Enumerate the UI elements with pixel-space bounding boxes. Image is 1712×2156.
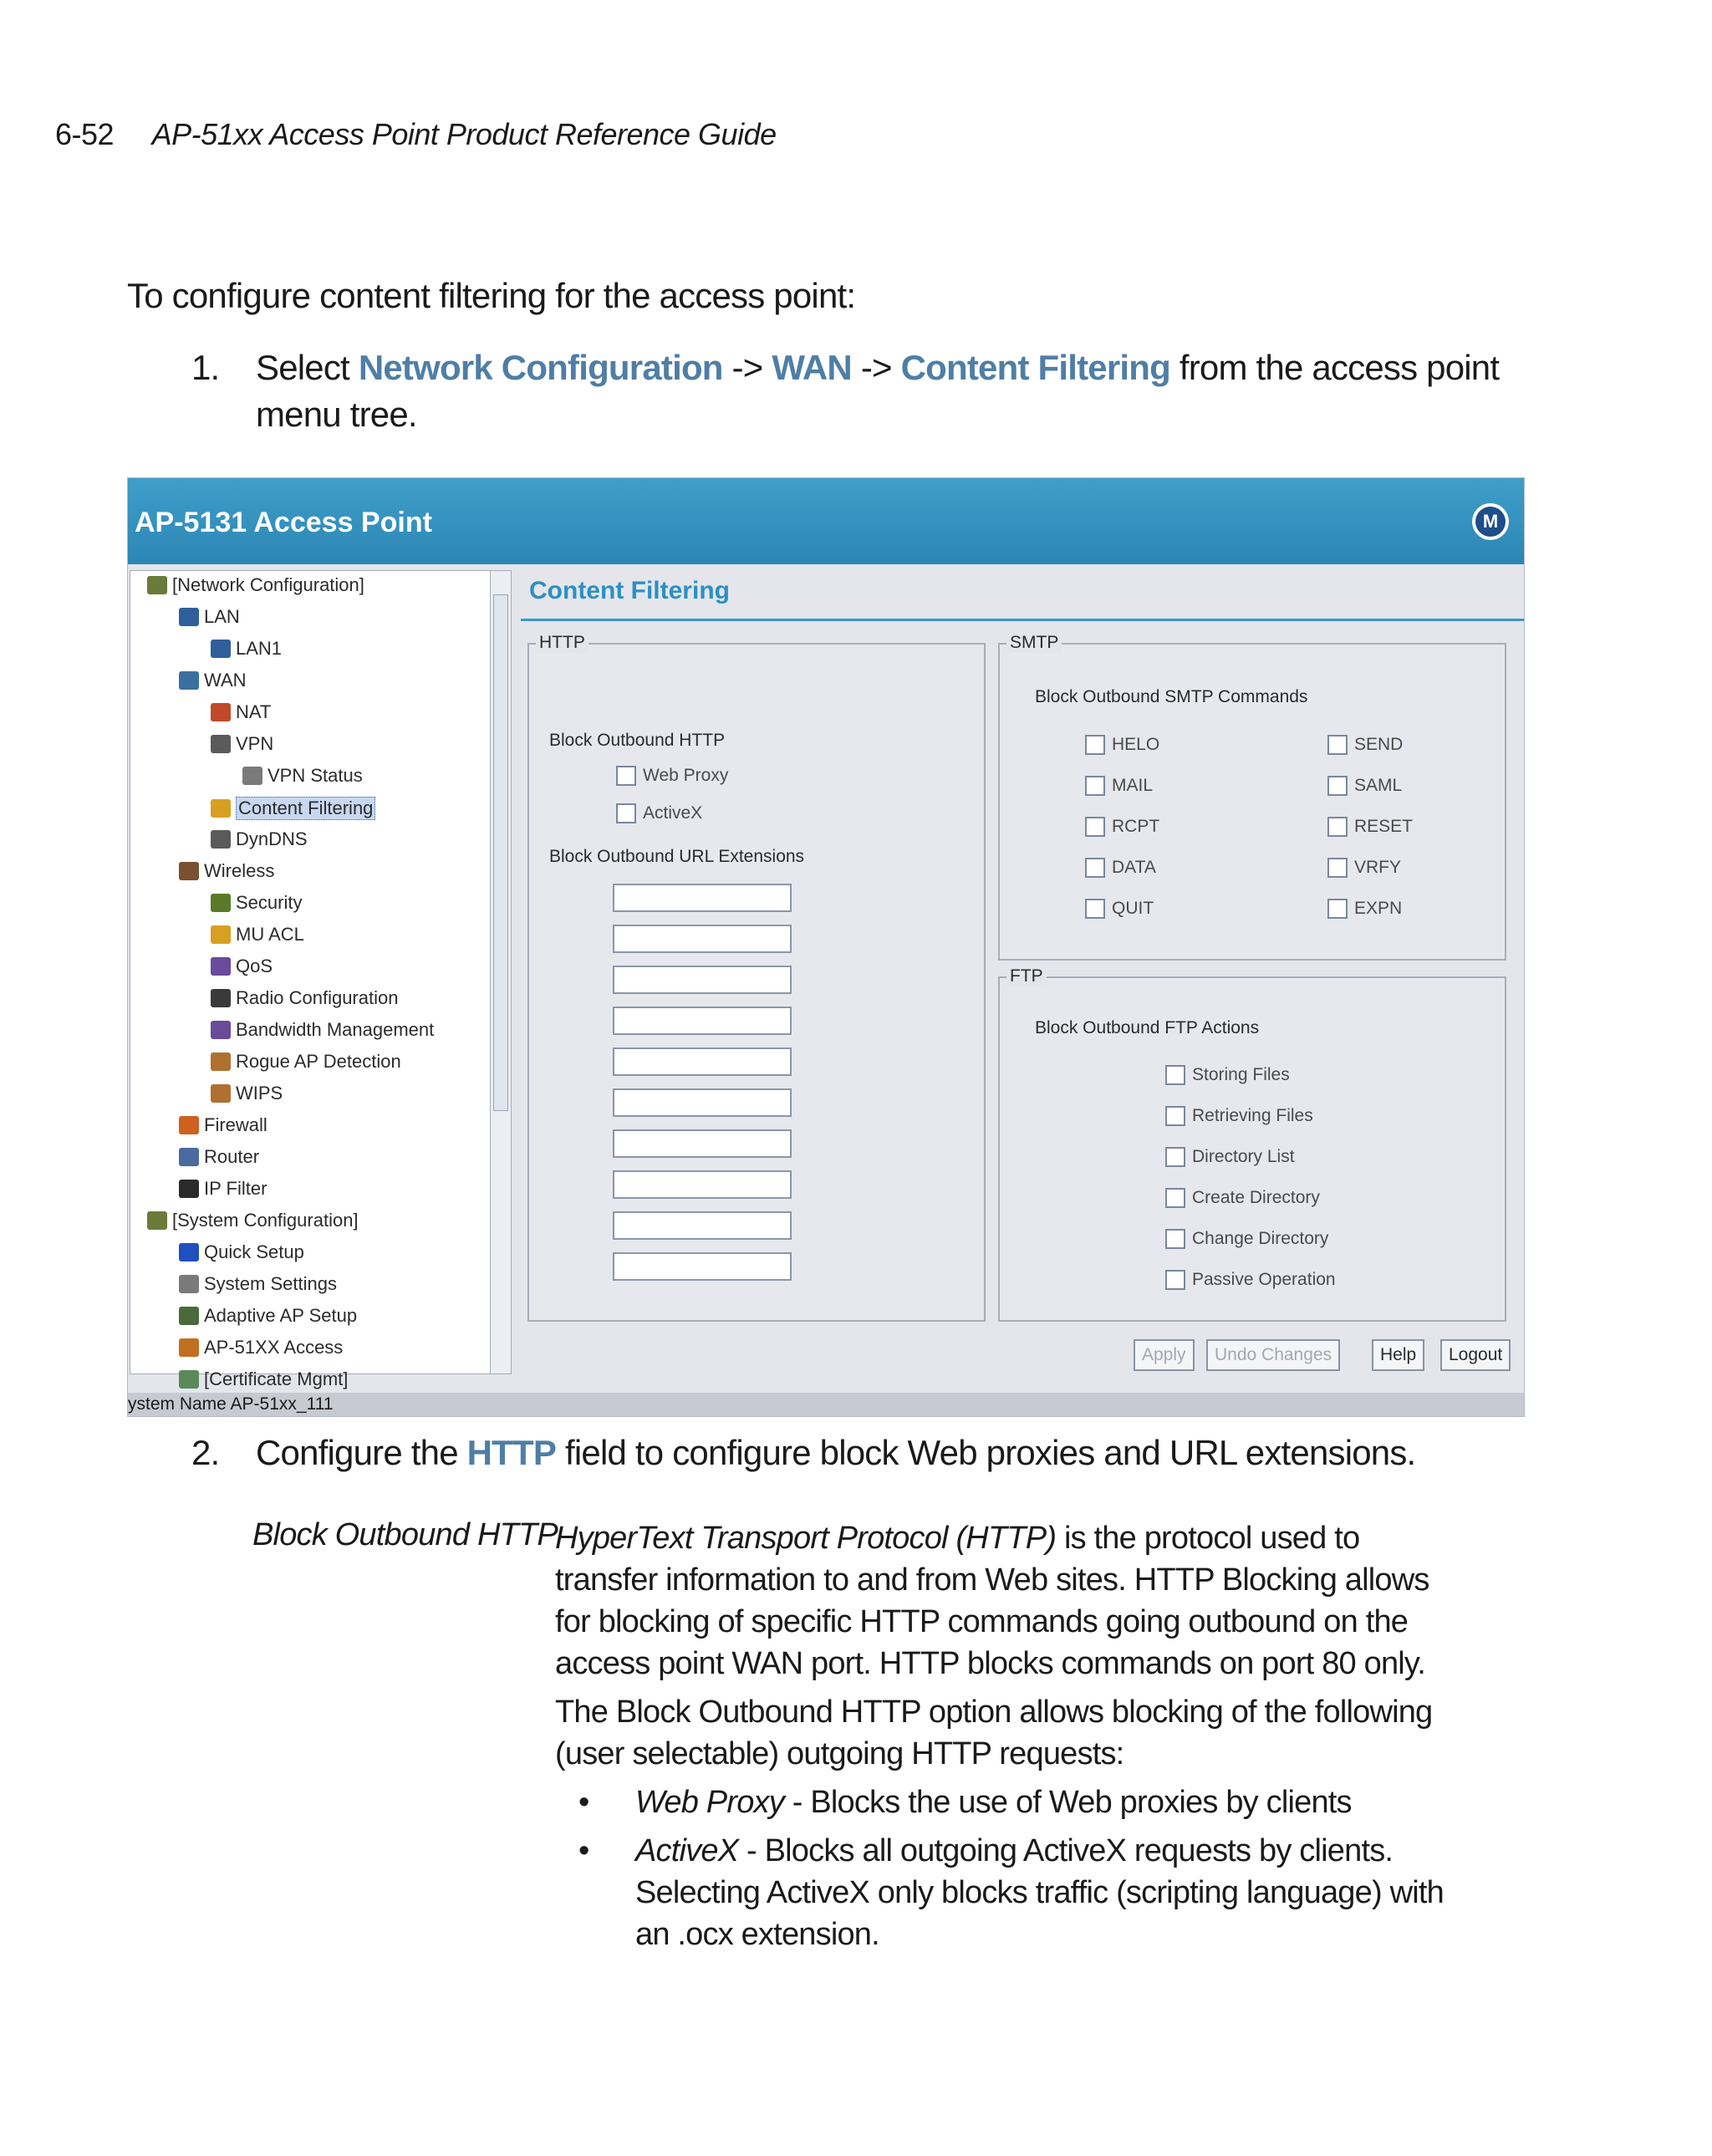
step-1 (191, 344, 1613, 445)
tree-item[interactable] (211, 797, 375, 820)
menu-tree (130, 570, 493, 1389)
tree-item-label: VPN Status (268, 765, 363, 786)
smtp-saml-option[interactable]: SAML (1327, 776, 1402, 796)
tree-item[interactable] (179, 1241, 304, 1263)
tree-item-label: AP-51XX Access (204, 1337, 344, 1358)
checkbox[interactable] (1165, 1270, 1185, 1290)
tree-node-icon (211, 1053, 231, 1071)
checkbox[interactable] (1165, 1188, 1185, 1208)
tree-item-label: Router (204, 1146, 260, 1167)
ftp-storing-files-option[interactable]: Storing Files (1165, 1065, 1290, 1085)
tree-item[interactable] (179, 1178, 267, 1200)
url-extension-input[interactable] (613, 884, 792, 912)
activex-checkbox[interactable] (616, 803, 636, 823)
tree-node-icon (211, 1021, 231, 1039)
tree-item-label: LAN (204, 606, 240, 627)
tree-item-label: Wireless (204, 860, 275, 881)
tree-item[interactable] (211, 956, 273, 977)
tree-item-label: System Settings (204, 1273, 337, 1294)
smtp-helo-option[interactable]: HELO (1085, 735, 1159, 755)
url-extension-input[interactable] (613, 1007, 792, 1035)
tree-item[interactable] (179, 1146, 259, 1168)
smtp-group (998, 633, 1506, 961)
tree-item-label: Quick Setup (204, 1241, 304, 1262)
tree-item[interactable] (211, 1083, 283, 1104)
tree-item[interactable] (179, 1337, 343, 1358)
guide-title: AP-51xx Access Point Product Reference Guide (151, 117, 777, 151)
checkbox[interactable] (1327, 817, 1348, 837)
tree-item-label: Firewall (204, 1114, 268, 1135)
url-extensions-label: Block Outbound URL Extensions (549, 847, 805, 866)
block-http-label: Block Outbound HTTP (549, 731, 726, 750)
smtp-send-option[interactable]: SEND (1327, 735, 1403, 755)
ftp-create-directory-option[interactable]: Create Directory (1165, 1188, 1320, 1208)
url-extension-list (613, 884, 792, 1302)
nav-content-filtering: Content Filtering (900, 348, 1170, 387)
checkbox[interactable] (1085, 858, 1105, 878)
logout-button[interactable]: Logout (1440, 1339, 1511, 1371)
tree-item-label: [System Configuration] (172, 1210, 359, 1231)
step-2 (191, 1430, 1613, 1480)
tree-node-icon (179, 1243, 199, 1261)
checkbox[interactable] (1085, 899, 1105, 919)
tree-node-icon (179, 1116, 199, 1134)
activex-option[interactable]: ActiveX (616, 803, 702, 823)
tree-node-icon (211, 799, 231, 818)
page-header (55, 117, 777, 152)
http-group (527, 633, 986, 1322)
tree-item[interactable] (211, 638, 282, 660)
definition-paragraph: The Block Outbound HTTP option allows blocking of the following (user selectable) outgoing HTTP requests: (555, 1695, 1433, 1771)
tree-node-icon (211, 640, 231, 658)
tree-item[interactable] (179, 670, 247, 691)
tree-node-icon (179, 1370, 199, 1389)
tree-item[interactable] (179, 1114, 268, 1136)
list-item: • ActiveX - Blocks all outgoing ActiveX requests by clients. Selecting ActiveX only blocks traffic (scripting language) with an .ocx extension. (578, 1833, 1444, 1952)
tree-item-label: Radio Configuration (236, 987, 399, 1008)
smtp-quit-option[interactable]: QUIT (1085, 899, 1154, 919)
tree-item[interactable] (179, 860, 274, 882)
tree-item[interactable] (179, 1305, 357, 1327)
apply-button[interactable]: Apply (1134, 1339, 1195, 1371)
intro-text: To configure content filtering for the access point: (127, 276, 856, 315)
ap-screenshot (127, 477, 1525, 1417)
status-bar (128, 1393, 1524, 1416)
definition-paragraph: HyperText Transport Protocol (HTTP) is the protocol used to transfer information to and from Web sites. HTTP Blocking allows for blocking of specific HTTP commands going outbound on the access point WAN port. HTTP blocks commands on port 80 only. (555, 1521, 1429, 1681)
tree-item-label: Adaptive AP Setup (204, 1305, 358, 1326)
page-number: 6-52 (55, 117, 115, 151)
tree-item-label: Rogue AP Detection (236, 1051, 401, 1072)
tree-item[interactable] (211, 828, 308, 850)
step-body: Select Network Configuration -> WAN -> Content Filtering from the access point menu tree. (256, 348, 1500, 434)
tree-node-icon (211, 703, 231, 721)
definition-term: Block Outbound HTTP (252, 1517, 558, 1552)
tree-item[interactable] (179, 1369, 348, 1390)
panel-title: Content Filtering (529, 577, 730, 604)
url-extension-input[interactable] (613, 1211, 792, 1240)
app-titlebar (128, 478, 1524, 564)
tree-node-icon (179, 1275, 199, 1293)
step-body: Configure the HTTP field to configure block Web proxies and URL extensions. (256, 1433, 1416, 1472)
content-panel (521, 570, 1524, 1373)
tree-item[interactable] (211, 733, 273, 755)
tree-item[interactable] (211, 1051, 401, 1073)
ftp-label: FTP (1006, 966, 1047, 986)
tree-item-label: Content Filtering (236, 797, 375, 820)
undo-changes-button[interactable]: Undo Changes (1206, 1339, 1340, 1371)
url-extension-input[interactable] (613, 925, 792, 953)
tree-item[interactable] (179, 1273, 337, 1295)
http-keyword: HTTP (466, 1433, 557, 1472)
tree-item[interactable] (147, 574, 364, 596)
nav-network-configuration: Network Configuration (358, 348, 723, 387)
url-extension-input[interactable] (613, 966, 792, 994)
smtp-vrfy-option[interactable]: VRFY (1327, 858, 1401, 878)
tree-node-icon (242, 767, 262, 785)
tree-item-label: WAN (204, 670, 247, 691)
step-number: 2. (191, 1433, 220, 1472)
checkbox[interactable] (1327, 899, 1348, 919)
tree-node-icon (211, 735, 231, 753)
tree-item-label: MU ACL (236, 924, 304, 945)
tree-item[interactable] (179, 606, 240, 628)
tree-item-label: WIPS (236, 1083, 283, 1103)
tree-node-icon (179, 1307, 199, 1325)
tree-node-icon (147, 576, 167, 594)
http-label: HTTP (536, 633, 588, 653)
tree-scrollbar[interactable] (490, 570, 512, 1374)
checkbox[interactable] (1085, 776, 1105, 796)
url-extension-input[interactable] (613, 1252, 792, 1281)
checkbox[interactable] (1327, 735, 1348, 755)
checkbox[interactable] (1327, 776, 1348, 796)
smtp-data-option[interactable]: DATA (1085, 858, 1156, 878)
tree-node-icon (179, 671, 199, 690)
scroll-thumb[interactable] (493, 594, 508, 1111)
web-proxy-checkbox[interactable] (616, 766, 636, 786)
block-ftp-label: Block Outbound FTP Actions (1035, 1018, 1260, 1037)
checkbox[interactable] (1165, 1147, 1185, 1167)
tree-node-icon (179, 1338, 199, 1357)
tree-item[interactable] (211, 701, 271, 723)
tree-item[interactable] (242, 765, 363, 787)
checkbox[interactable] (1165, 1106, 1185, 1126)
ftp-passive-operation-option[interactable]: Passive Operation (1165, 1270, 1336, 1290)
url-extension-input[interactable] (613, 1047, 792, 1076)
url-extension-input[interactable] (613, 1129, 792, 1158)
smtp-rcpt-option[interactable]: RCPT (1085, 817, 1159, 837)
tree-item-label: DynDNS (236, 828, 308, 849)
tree-item-label: Bandwidth Management (236, 1019, 435, 1040)
tree-item-label: VPN (236, 733, 274, 754)
motorola-logo-icon: M (1472, 503, 1509, 540)
tree-node-icon (179, 862, 199, 880)
tree-node-icon (211, 894, 231, 912)
tree-item-label: QoS (236, 956, 273, 976)
tree-item[interactable] (147, 1210, 359, 1231)
url-extension-input[interactable] (613, 1170, 792, 1199)
tree-node-icon (211, 1084, 231, 1103)
ftp-retrieving-files-option[interactable]: Retrieving Files (1165, 1106, 1313, 1126)
block-smtp-label: Block Outbound SMTP Commands (1035, 687, 1308, 706)
web-proxy-option[interactable]: Web Proxy (616, 766, 728, 786)
tree-item-label: [Certificate Mgmt] (204, 1369, 349, 1389)
checkbox[interactable] (1085, 817, 1105, 837)
tree-node-icon (179, 1148, 199, 1166)
tree-node-icon (211, 957, 231, 976)
tree-node-icon (211, 925, 231, 944)
tree-node-icon (147, 1211, 167, 1230)
tree-item-label: LAN1 (236, 638, 283, 659)
app-title: AP-5131 Access Point (135, 507, 432, 538)
tree-item[interactable] (211, 924, 304, 945)
step-number: 1. (191, 348, 220, 387)
tree-item-label: [Network Configuration] (172, 574, 364, 595)
checkbox[interactable] (1165, 1229, 1185, 1249)
ftp-group (998, 966, 1506, 1322)
tree-item[interactable] (211, 1019, 434, 1041)
tree-item-label: IP Filter (204, 1178, 268, 1199)
ftp-change-directory-option[interactable]: Change Directory (1165, 1229, 1328, 1249)
checkbox[interactable] (1327, 858, 1348, 878)
smtp-expn-option[interactable]: EXPN (1327, 899, 1402, 919)
tree-item[interactable] (211, 892, 302, 914)
url-extension-input[interactable] (613, 1088, 792, 1117)
ftp-directory-list-option[interactable]: Directory List (1165, 1147, 1295, 1167)
system-name-text: ystem Name AP-51xx_111 (128, 1394, 334, 1414)
definition-body (555, 1517, 1458, 1962)
tree-node-icon (179, 608, 199, 626)
title-rule (521, 619, 1524, 621)
tree-item[interactable] (211, 987, 398, 1009)
checkbox[interactable] (1085, 735, 1105, 755)
nav-wan: WAN (772, 348, 852, 387)
checkbox[interactable] (1165, 1065, 1185, 1085)
option-list (555, 1781, 1458, 1955)
tree-item-label: NAT (236, 701, 272, 722)
list-item: • Web Proxy - Blocks the use of Web proxies by clients (578, 1785, 1352, 1820)
smtp-mail-option[interactable]: MAIL (1085, 776, 1153, 796)
smtp-reset-option[interactable]: RESET (1327, 817, 1413, 837)
tree-node-icon (179, 1180, 199, 1198)
tree-node-icon (211, 989, 231, 1007)
tree-node-icon (211, 830, 231, 849)
smtp-label: SMTP (1006, 633, 1062, 653)
help-button[interactable]: Help (1372, 1339, 1424, 1371)
tree-item-label: Security (236, 892, 303, 913)
